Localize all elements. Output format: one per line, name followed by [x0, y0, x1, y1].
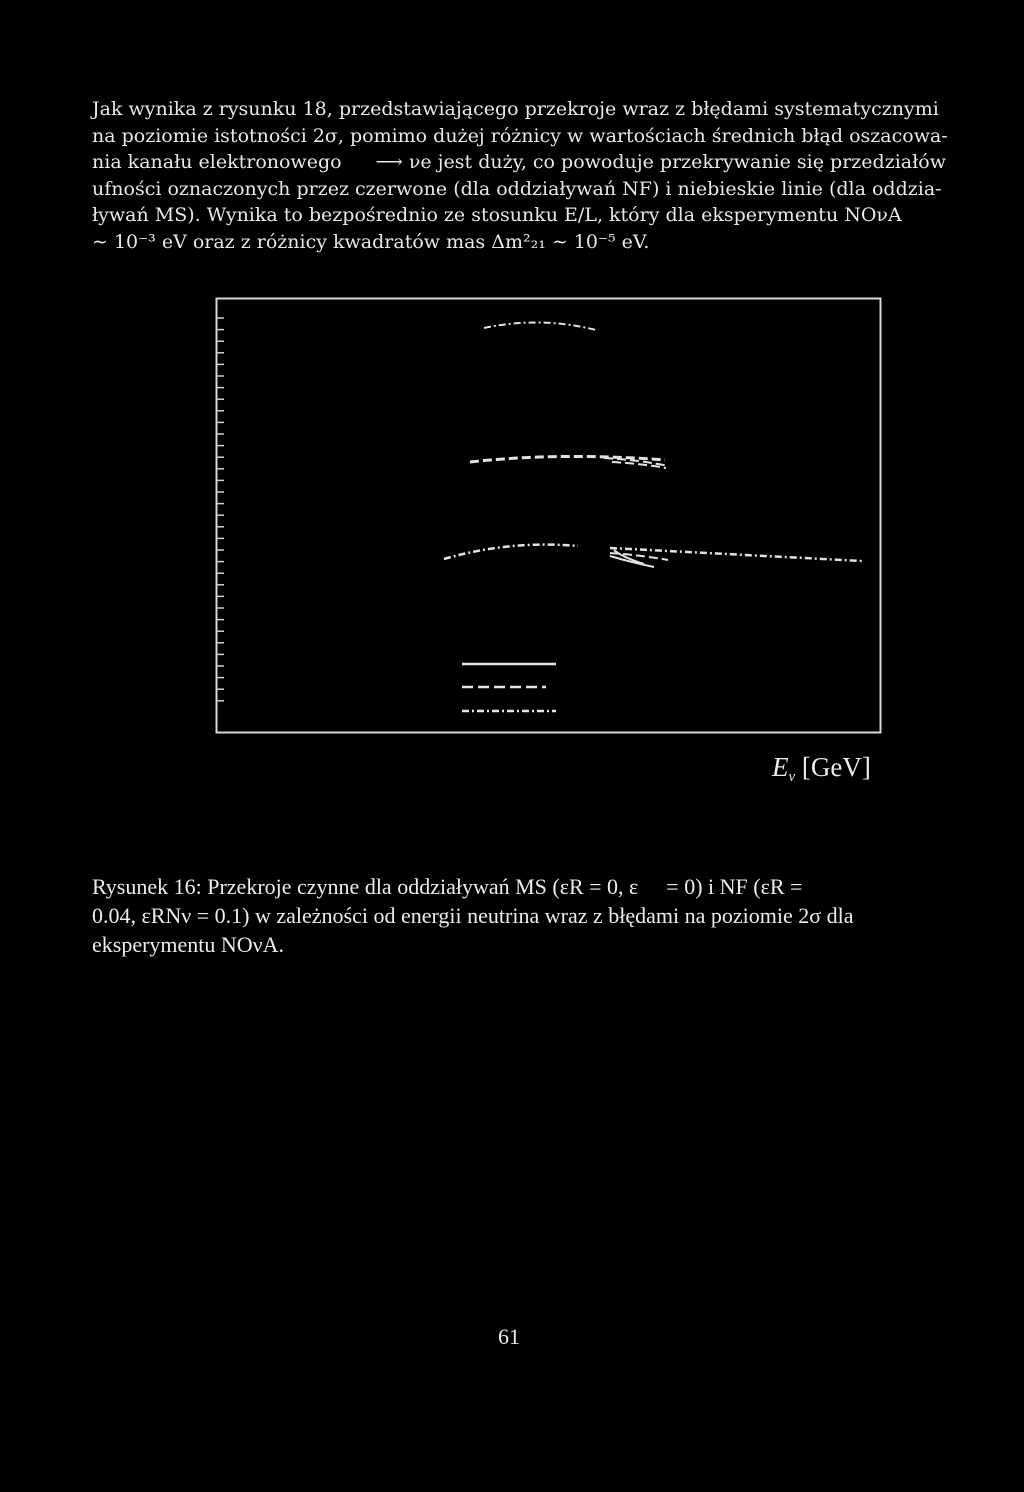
curve-low-solid-right — [610, 556, 654, 567]
body-line-1: Jak wynika z rysunku 18, przedstawiającego przekroje wraz z błędami systematycznymi — [92, 98, 939, 120]
x-axis-label-unit: [GeV] — [801, 752, 871, 782]
page-number: 61 — [498, 1324, 520, 1349]
caption-line-3: eksperymentu NOνA. — [92, 932, 285, 957]
caption-line-1-end: = 0) i NF (εR = — [666, 874, 803, 899]
y-axis-ticks — [217, 318, 224, 701]
x-axis-label — [772, 752, 871, 786]
caption-line-1-start: Rysunek 16: Przekroje czynne dla oddziaływań MS (εR = 0, ε — [92, 874, 639, 899]
plot-frame — [217, 299, 881, 733]
caption-line-2: 0.04, εRNν = 0.1) w zależności od energii neutrina wraz z błędami na poziomie 2σ dla — [92, 903, 854, 928]
body-line-6: ∼ 10⁻³ eV oraz z różnicy kwadratów mas Δm²₂₁ ∼ 10⁻⁵ eV. — [92, 230, 650, 253]
curve-top-dashdot — [484, 322, 596, 330]
figure-caption — [92, 872, 937, 959]
x-axis-label-symbol: E — [772, 752, 789, 782]
caption-line-1 — [92, 872, 937, 901]
curve-low-dashdot-left — [444, 545, 578, 559]
x-axis-label-subscript: ν — [788, 769, 796, 785]
body-line-3-end: ⟶ νe jest duży, co powoduje przekrywanie się przedziałów — [375, 151, 946, 173]
body-line-4: ufności oznaczonych przez czerwone (dla oddziaływań NF) i niebieskie linie (dla oddzia- — [92, 177, 942, 200]
body-line-2: na poziomie istotności 2σ, pomimo dużej różnicy w wartościach średnich błąd oszacowa- — [92, 124, 948, 147]
curve-low-dashdot-right — [610, 548, 862, 561]
body-line-3-start: nia kanału elektronowego — [92, 151, 342, 173]
body-line-5: ływań MS). Wynika to bezpośrednio ze stosunku E/L, który dla eksperymentu NOνA — [92, 204, 902, 226]
